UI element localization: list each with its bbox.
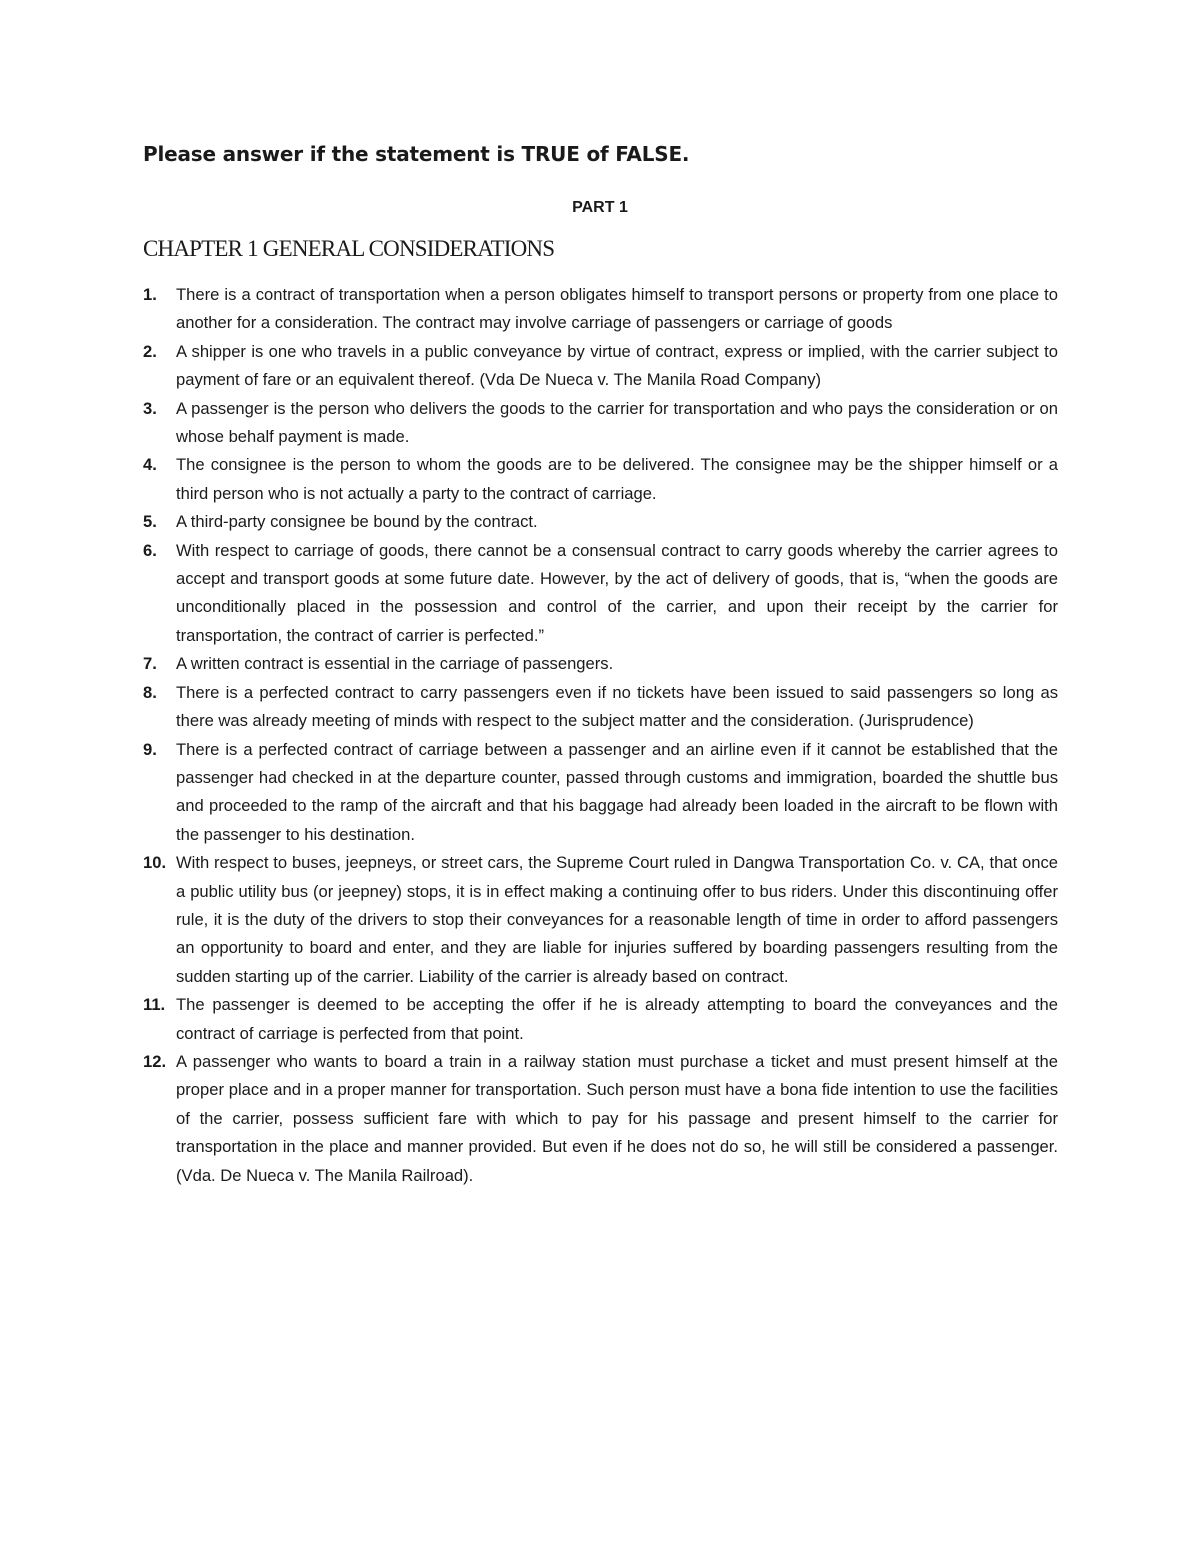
statement-text: There is a perfected contract of carriage between a passenger and an airline even if it cannot be established that the passenger had checked in at the departure counter, passed through customs and immigration, boarded the shuttle bus and proceeded to the ramp of the aircraft and that his baggage had already been loaded in the aircraft to be flown with the passenger to his destination. — [176, 739, 1058, 844]
statement-item — [143, 508, 1058, 536]
statement-text: A third-party consignee be bound by the contract. — [176, 512, 538, 532]
statement-item — [143, 736, 1058, 850]
statement-text: A written contract is essential in the carriage of passengers. — [176, 654, 614, 674]
statement-item — [143, 281, 1058, 338]
statement-item — [143, 991, 1058, 1048]
statement-number: 1. — [143, 285, 157, 304]
statement-text: There is a perfected contract to carry passengers even if no tickets have been issued to said passengers so long as there was already meeting of minds with respect to the subject matter and the consideration. (Jurisprudence) — [176, 682, 1058, 731]
statement-number: 9. — [143, 739, 157, 759]
statement-text: A passenger is the person who delivers the goods to the carrier for transportation and who pays the consideration or on whose behalf payment is made. — [176, 398, 1058, 447]
statement-text: The passenger is deemed to be accepting the offer if he is already attempting to board the conveyances and the contract of carriage is perfected from that point. — [176, 995, 1058, 1043]
statement-number: 7. — [143, 654, 157, 674]
statement-number: 6. — [143, 540, 157, 560]
instruction-heading: Please answer if the statement is TRUE of FALSE. — [143, 142, 690, 166]
statement-text: The consignee is the person to whom the goods are to be delivered. The consignee may be the shipper himself or a third person who is not actually a party to the contract of carriage. — [176, 455, 1058, 503]
statement-item — [143, 451, 1058, 508]
statement-number: 12. — [143, 1051, 167, 1071]
statement-item — [143, 395, 1058, 452]
statement-item — [143, 849, 1058, 991]
statement-list — [143, 281, 1058, 1190]
statement-text: With respect to carriage of goods, there cannot be a consensual contract to carry goods whereby the carrier agrees to accept and transport goods at some future date. However, by the act of delivery of goods, that is, “when the goods are unconditionally placed in the possession and control of the carrier, and upon their receipt by the carrier for transportation, the contract of carrier is perfected.” — [176, 540, 1058, 645]
part-heading: PART 1 — [572, 199, 628, 216]
statement-number: 4. — [143, 455, 157, 475]
statement-item — [143, 650, 1058, 678]
chapter-heading: CHAPTER 1 GENERAL CONSIDERATIONS — [143, 236, 555, 261]
statement-item — [143, 679, 1058, 736]
statement-text: With respect to buses, jeepneys, or street cars, the Supreme Court ruled in Dangwa Transportation Co. v. CA, that once a public utility bus (or jeepney) stops, it is in effect making a continuing offer to bus riders. Under this discontinuing offer rule, it is the duty of the drivers to stop their conveyances for a reasonable length of time in order to afford passengers an opportunity to board and enter, and they are liable for injuries suffered by boarding passengers resulting from the sudden starting up of the carrier. Liability of the carrier is already based on contract. — [176, 853, 1058, 986]
statement-number: 3. — [143, 398, 157, 418]
statement-number: 11. — [143, 995, 166, 1015]
statement-text: A passenger who wants to board a train in a railway station must purchase a ticket and must present himself at the proper place and in a proper manner for transportation. Such person must have a bona fide intention to use the facilities of the carrier, possess sufficient fare with which to pay for his passage and present himself to the carrier for transportation in the place and manner provided. But even if he does not do so, he will still be considered a passenger. (Vda. De Nueca v. The Manila Railroad). — [176, 1051, 1058, 1185]
statement-number: 8. — [143, 682, 157, 702]
statement-number: 5. — [143, 512, 157, 532]
statement-text: There is a contract of transportation when a person obligates himself to transport persons or property from one place to another for a consideration. The contract may involve carriage of passengers or carriage of goods — [176, 285, 1058, 333]
statement-item — [143, 1048, 1058, 1190]
statement-number: 2. — [143, 341, 157, 361]
statement-item — [143, 338, 1058, 395]
statement-text: A shipper is one who travels in a public conveyance by virtue of contract, express or implied, with the carrier subject to payment of fare or an equivalent thereof. (Vda De Nueca v. The Manila Road Company) — [176, 341, 1058, 390]
statement-number: 10. — [143, 853, 167, 873]
statement-item — [143, 537, 1058, 651]
